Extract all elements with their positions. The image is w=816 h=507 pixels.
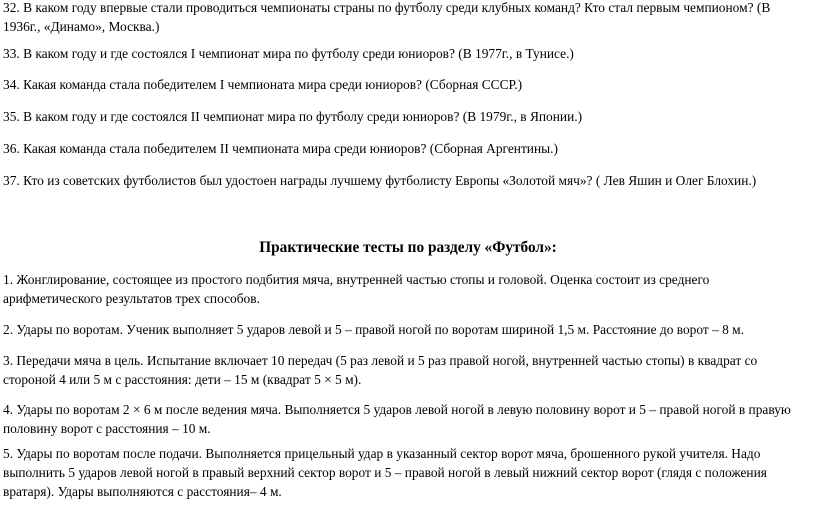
question-32: 32. В каком году впервые стали проводиться чемпионаты страны по футболу среди клубных команд? Кто стал первым чемпионом? (В 1936г., «Динамо», Москва.) bbox=[3, 0, 771, 34]
section-heading: Практические тесты по разделу «Футбол»: bbox=[259, 239, 557, 256]
test-4: 4. Удары по воротам 2 × 6 м после ведения мяча. Выполняется 5 ударов левой ногой в левую половину ворот и 5 – правой ногой в правую половину ворот с расстояния – 10 м. bbox=[3, 402, 791, 436]
test-2: 2. Удары по воротам. Ученик выполняет 5 ударов левой и 5 – правой ногой по воротам шириной 1,5 м. Расстояние до ворот – 8 м. bbox=[3, 322, 744, 337]
test-5: 5. Удары по воротам после подачи. Выполняется прицельный удар в указанный сектор ворот мяча, брошенного рукой учителя. Надо выполнить 5 ударов левой ногой в правый верхний сектор ворот и 5 – правой ногой в левый нижний сектор ворот (глядя с положения вратаря). Удары выполняются с расстояния– 4 м. bbox=[3, 446, 767, 499]
question-37: 37. Кто из советских футболистов был удостоен награды лучшему футболисту Европы «Золотой мяч»? ( Лев Яшин и Олег Блохин.) bbox=[3, 173, 757, 188]
test-1: 1. Жонглирование, состоящее из простого подбития мяча, внутренней частью стопы и головой. Оценка состоит из среднего арифметического результатов трех способов. bbox=[3, 272, 710, 306]
question-34: 34. Какая команда стала победителем I чемпионата мира среди юниоров? (Сборная СССР.) bbox=[3, 77, 523, 92]
question-35: 35. В каком году и где состоялся II чемпионат мира по футболу среди юниоров? (В 1979г., в Японии.) bbox=[3, 109, 583, 124]
test-3: 3. Передачи мяча в цель. Испытание включает 10 передач (5 раз левой и 5 раз правой ногой, внутренней частью стопы) в квадрат со стороной 4 или 5 м с расстояния: дети – 15 м (квадрат 5 × 5 м). bbox=[3, 353, 758, 387]
question-33: 33. В каком году и где состоялся I чемпионат мира по футболу среди юниоров? (В 1977г., в Тунисе.) bbox=[3, 46, 574, 61]
question-36: 36. Какая команда стала победителем II чемпионата мира среди юниоров? (Сборная Аргентины.) bbox=[3, 141, 558, 156]
